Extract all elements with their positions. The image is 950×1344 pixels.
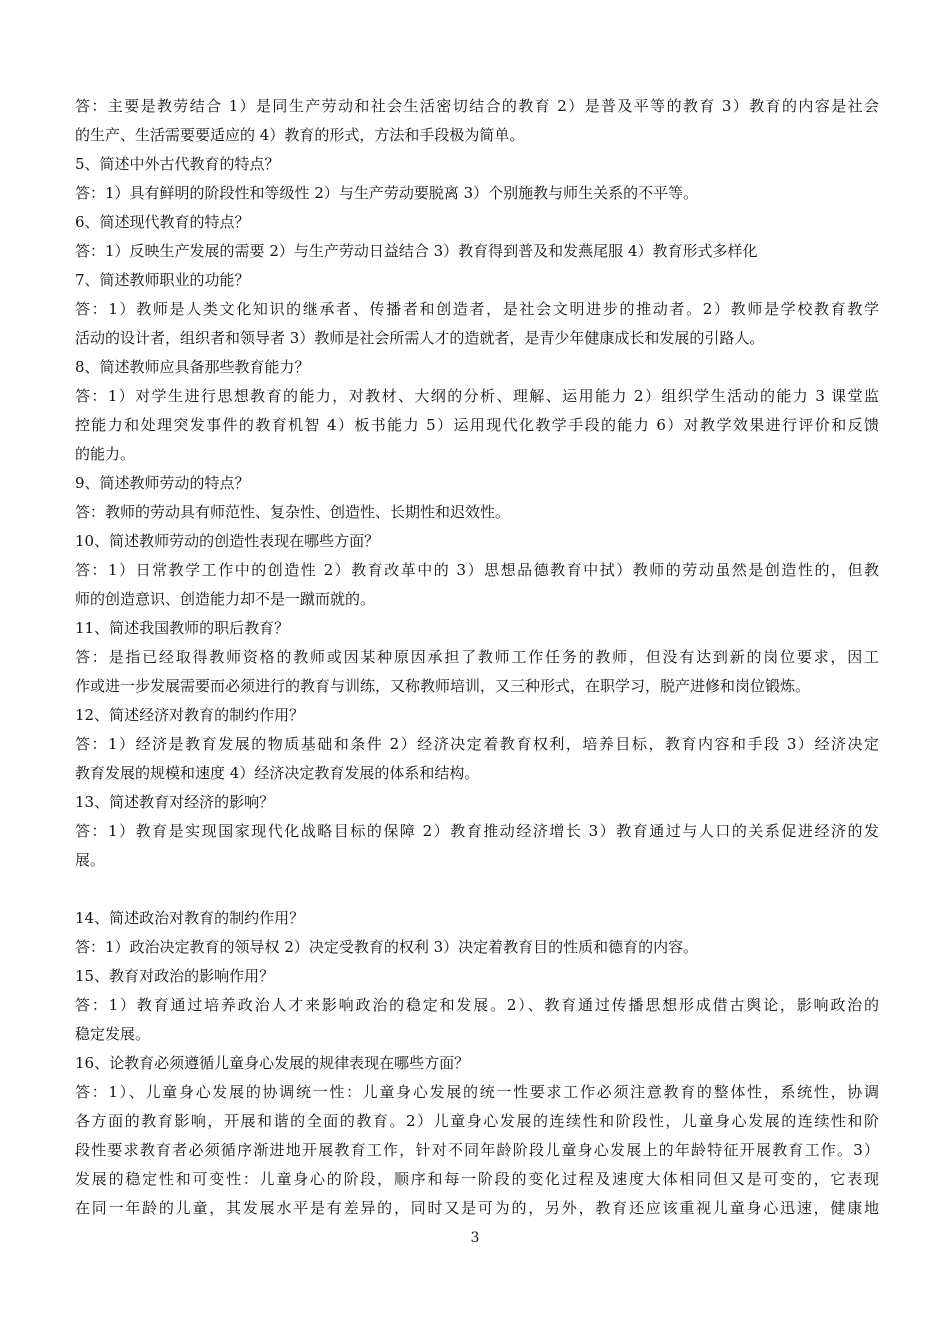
page-number: 3: [470, 1230, 480, 1246]
answer-9: 答：教师的劳动具有师范性、复杂性、创造性、长期性和迟效性。: [75, 503, 511, 521]
question-12: 12、简述经济对教育的制约作用？: [75, 706, 305, 724]
answer-8-line-2: 控能力和处理突发事件的教育机智 4）板书能力 5）运用现代化教学手段的能力 6）对教学效果进行评价和反馈: [75, 416, 879, 434]
answer-16-line-5: 在同一年龄的儿童，其发展水平是有差异的，同时又是可为的，另外，教育还应该重视儿童身心迅速，健康地: [75, 1199, 879, 1217]
answer-12-line-1: 答：1）经济是教育发展的物质基础和条件 2）经济决定着教育权利，培养目标，教育内容和手段 3）经济决定: [75, 735, 879, 753]
answer-15-line-2: 稳定发展。: [75, 1025, 151, 1043]
answer-16-line-3: 段性要求教育者必须循序渐进地开展教育工作，针对不同年龄阶段儿童身心发展上的年龄特征开展教育工作。3）: [75, 1141, 879, 1159]
question-6: 6、简述现代教育的特点？: [75, 213, 250, 231]
answer-12-line-2: 教育发展的规模和速度 4）经济决定教育发展的体系和结构。: [75, 764, 480, 782]
answer-13-line-2: 展。: [75, 851, 106, 869]
answer-8-line-1: 答：1）对学生进行思想教育的能力，对教材、大纲的分析、理解、运用能力 2）组织学生活动的能力 3 课堂监: [75, 387, 879, 405]
answer-13-line-1: 答：1）教育是实现国家现代化战略目标的保障 2）教育推动经济增长 3）教育通过与人口的关系促进经济的发: [75, 822, 879, 840]
answer-5: 答：1）具有鲜明的阶段性和等级性 2）与生产劳动要脱离 3）个别施教与师生关系的不平等。: [75, 184, 699, 202]
question-7: 7、简述教师职业的功能？: [75, 271, 250, 289]
answer-16-line-2: 各方面的教育影响，开展和谐的全面的教育。2）儿童身心发展的连续性和阶段性，儿童身心发展的连续性和阶: [75, 1112, 879, 1130]
answer-8-line-3: 的能力。: [75, 445, 136, 463]
question-11: 11、简述我国教师的职后教育？: [75, 619, 290, 637]
answer-10-line-2: 师的创造意识、创造能力却不是一蹴而就的。: [75, 590, 376, 608]
answer-7-line-1: 答：1）教师是人类文化知识的继承者、传播者和创造者，是社会文明进步的推动者。2）教师是学校教育教学: [75, 300, 879, 318]
question-8: 8、简述教师应具备那些教育能力？: [75, 358, 310, 376]
answer-14: 答：1）政治决定教育的领导权 2）决定受教育的权利 3）决定着教育目的性质和德育的内容。: [75, 938, 699, 956]
answer-16-line-4: 发展的稳定性和可变性：儿童身心的阶段，顺序和每一阶段的变化过程及速度大体相同但又是可变的，它表现: [75, 1170, 879, 1188]
answer-11-line-1: 答：是指已经取得教师资格的教师或因某种原因承担了教师工作任务的教师，但没有达到新的岗位要求，因工: [75, 648, 879, 666]
answer-4-line-2: 的生产、生活需要要适应的 4）教育的形式，方法和手段极为简单。: [75, 126, 525, 144]
question-5: 5、简述中外古代教育的特点？: [75, 155, 280, 173]
answer-16-line-1: 答：1）、儿童身心发展的协调统一性：儿童身心发展的统一性要求工作必须注意教育的整体性，系统性，协调: [75, 1083, 879, 1101]
answer-10-line-1: 答：1）日常教学工作中的创造性 2）教育改革中的 3）思想品德教育中拭）教师的劳动虽然是创造性的，但教: [75, 561, 879, 579]
document-body: [75, 92, 879, 1223]
answer-11-line-2: 作或进一步发展需要而必须进行的教育与训练，又称教师培训，又三种形式，在职学习，脱产进修和岗位锻炼。: [75, 677, 811, 695]
question-9: 9、简述教师劳动的特点？: [75, 474, 250, 492]
question-16: 16、论教育必须遵循儿童身心发展的规律表现在哪些方面？: [75, 1054, 470, 1072]
blank-line: [75, 875, 879, 904]
answer-6: 答：1）反映生产发展的需要 2）与生产劳动日益结合 3）教育得到普及和发燕尾服 4）教育形式多样化: [75, 242, 758, 260]
question-15: 15、教育对政治的影响作用？: [75, 967, 275, 985]
answer-15-line-1: 答：1）教育通过培养政治人才来影响政治的稳定和发展。2）、教育通过传播思想形成借古舆论，影响政治的: [75, 996, 879, 1014]
answer-7-line-2: 活动的设计者，组织者和领导者 3）教师是社会所需人才的造就者，是青少年健康成长和发展的引路人。: [75, 329, 765, 347]
question-10: 10、简述教师劳动的创造性表现在哪些方面？: [75, 532, 380, 550]
question-14: 14、简述政治对教育的制约作用？: [75, 909, 305, 927]
question-13: 13、简述教育对经济的影响？: [75, 793, 275, 811]
answer-4-line-1: 答：主要是教劳结合 1）是同生产劳动和社会生活密切结合的教育 2）是普及平等的教育 3）教育的内容是社会: [75, 97, 879, 115]
